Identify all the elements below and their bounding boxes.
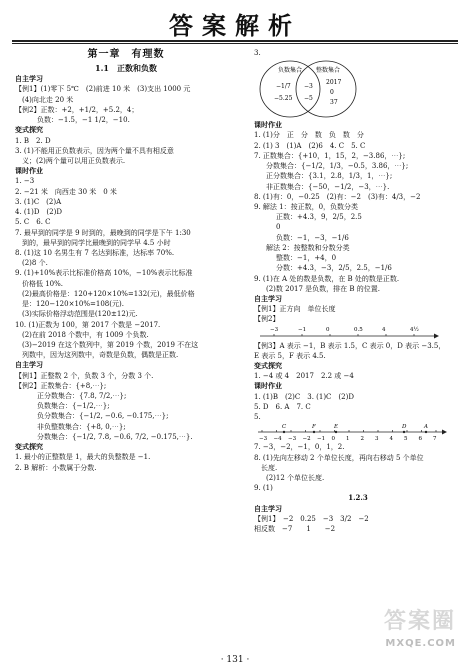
answer-line: 1. (1)分 正 分 数 负 数 分 <box>254 131 364 140</box>
number-line-2 <box>254 412 462 442</box>
answer-line: (2)最高价格是：120+120×10%=132(元)，最低价格 <box>15 289 195 298</box>
venn-diagram <box>254 58 462 120</box>
answer-line: (2)8 个. <box>15 259 48 268</box>
heading: 自主学习 <box>254 503 282 513</box>
answer-line: 【例1】(1)零下 5℃ (2)前进 10 米 (3)支出 1000 元 <box>15 85 191 94</box>
answer-line: 解法 2：按整数和分数分类 <box>266 243 350 252</box>
subsection-title-1-2-3: 1.2.3 <box>348 493 368 503</box>
answer-line: 9. 解法 1：按正数，0，负数分类 <box>254 202 359 211</box>
axis-label: 7 <box>433 436 437 443</box>
answer-line: 2. B 解析：小数属于分数. <box>15 463 97 472</box>
section-title-1-1: 1.1 正数和负数 <box>95 62 157 73</box>
answer-line: 整数：−1，+4，0 <box>276 254 337 263</box>
point-marker <box>425 431 427 433</box>
axis-label: 0 <box>326 326 330 333</box>
axis-label: 0 <box>331 436 335 443</box>
point-label: D <box>402 424 407 431</box>
axis-label: 3 <box>375 436 379 443</box>
answer-line: 0 <box>276 223 281 232</box>
axis-label: 0.5 <box>354 326 363 333</box>
answer-line: 价格低 10%. <box>15 279 64 288</box>
answer-line: 负分数集合：{−1/2, −0.6, −0.1̇75̇,⋯}; <box>37 412 169 421</box>
venn-svg <box>254 58 364 120</box>
answer-line: 5. D 6. A 7. C <box>254 402 311 411</box>
watermark-text: MXQE.COM <box>385 638 456 649</box>
header-rule-thin <box>12 43 458 44</box>
answer-line: 8. (1)这 10 名男生有 7 名达到标准，达标率 70%. <box>15 248 175 257</box>
heading: 课时作业 <box>254 381 282 391</box>
answer-line: 3. <box>254 49 261 57</box>
venn-left-item: −1/7 <box>276 83 291 91</box>
venn-left-label: 负数集合 <box>278 67 303 75</box>
axis-label: 5 <box>404 436 408 443</box>
axis-label: −3 <box>270 326 279 333</box>
axis-label: −3 <box>288 436 297 443</box>
answer-line: E 表示 5，F 表示 4.5. <box>254 351 326 360</box>
answer-line: 1. B 2. D <box>15 136 51 145</box>
answer-line: 1. (1)B (2)C 3. (1)C (2)D <box>254 392 354 401</box>
answer-line: (2)在前 2018 个数中，有 1009 个负数. <box>15 330 149 339</box>
chapter-title: 第一章 有理数 <box>87 49 165 60</box>
right-column <box>254 48 462 534</box>
answer-line: 负数：−1，−3，−1/6 <box>276 233 349 242</box>
point-label: E <box>334 424 339 431</box>
heading: 变式探究 <box>254 361 282 371</box>
heading: 自主学习 <box>15 74 43 84</box>
point-label: F <box>312 424 316 431</box>
heading: 自主学习 <box>254 293 282 303</box>
answer-line: 1. −3 <box>15 177 35 186</box>
answer-line: 5. <box>254 413 261 422</box>
number-line-1 <box>254 314 462 340</box>
axis-label: 2 <box>360 436 364 443</box>
axis-label: −1 <box>298 326 307 333</box>
venn-center-item: −3 <box>304 83 313 91</box>
answer-line: 8. (1)先向左移动 2 个单位长度，再向右移动 5 个单位 <box>254 453 424 462</box>
answer-line: 3. (1)不能用正负数表示，因为两个量不具有相反意 <box>15 146 174 155</box>
point-marker <box>283 431 285 433</box>
heading: 变式探究 <box>15 442 43 452</box>
answer-line: 10. (1)正数为 100，第 2017 个数是 −2017. <box>15 320 161 329</box>
answer-line: 3. (1)C (2)A <box>15 197 62 206</box>
left-column <box>15 48 237 473</box>
venn-right-label: 整数集合 <box>316 67 341 75</box>
answer-line: 7. −3，−2，−1，0，1，2. <box>254 443 345 452</box>
axis-label: −1 <box>317 436 326 443</box>
answer-line: 义；(2)两个量可以用正负数表示. <box>15 157 126 166</box>
answer-line: 7. 正数集合：{+10，1，15，2，−3.86，⋯}; <box>254 151 406 160</box>
answer-line: 负数集合：{−1/2,⋯}; <box>37 402 110 411</box>
answer-line: (4)向北走 20 米 <box>15 95 74 104</box>
answer-line: 1. 最小的正整数是 1，最大的负整数是 −1. <box>15 453 151 462</box>
answer-line: 非负整数集合：{+8, 0,⋯}; <box>37 422 126 431</box>
axis-arrow <box>442 430 447 435</box>
answer-line: 【例2】 <box>254 315 280 324</box>
axis-label: 4½ <box>410 326 419 333</box>
answer-line: 9. (1) <box>254 484 273 493</box>
answer-line: 正分数集合：{7.8, 7/2,⋯}; <box>37 392 127 401</box>
number-line-2-svg <box>254 422 459 442</box>
watermark <box>354 605 464 653</box>
point-marker <box>403 431 405 433</box>
page-header-title: 答案解析 <box>169 12 301 40</box>
answer-line: 5. C 6. C <box>15 218 51 227</box>
page-number: · 131 · <box>220 655 250 665</box>
watermark-logo: 答案圈 <box>383 609 456 634</box>
axis-label: 4 <box>389 436 393 443</box>
answer-line: 8. (1)有：0，−0.25 (2)有：−2 (3)有：4/3，−2 <box>254 192 421 201</box>
venn-right-item: 37 <box>330 99 338 107</box>
answer-line: 【例1】正方向 单位长度 <box>254 305 336 314</box>
answer-line: 【例3】A 表示 −1，B 表示 1.5，C 表示 0，D 表示 −3.5， <box>254 341 446 350</box>
heading: 自主学习 <box>15 360 43 370</box>
answer-line: 负数：−1.5，−1 1/2，−10. <box>37 116 130 125</box>
answer-line: (2)12 个单位长度. <box>266 474 325 482</box>
axis-label: −3 <box>259 436 268 443</box>
answer-line: 非正数集合：{−50，−1/2，−3，⋯}. <box>266 182 390 191</box>
answer-line: (3)−2019 在这个数列中，第 2019 个数，2019 不在这 <box>15 340 199 349</box>
point-label: C <box>282 424 287 431</box>
heading: 变式探究 <box>15 125 43 135</box>
answer-line: 【例2】正数集合：{+8,⋯}; <box>15 381 107 390</box>
venn-right-item: 2017 <box>326 79 342 87</box>
answer-line: 长度. <box>254 463 278 472</box>
venn-left-item: −5.25 <box>274 95 293 103</box>
axis-label: −4 <box>273 436 282 443</box>
answer-line: 7. 最早到的同学是 9 时到的，最晚到的同学是下午 1:30 <box>15 228 191 237</box>
axis-label: 4 <box>382 326 386 333</box>
axis-label: 1 <box>346 436 350 443</box>
answer-line: 【例1】 −2 0.25 −3 3/2 −2 <box>254 514 369 523</box>
answer-line: 正数：+4.3，9，2/5，2.5 <box>276 213 362 222</box>
answer-line: 分数集合：{−1/2, 7.8, −0.6, 7/2, −0.175,⋯}. <box>37 432 193 441</box>
answer-line: 是：120−120×10%=108(元). <box>15 300 124 309</box>
answer-line: 2. −21 米 向西走 30 米 0 米 <box>15 187 117 196</box>
axis-label: −2 <box>302 436 311 443</box>
answer-line: 1. −4 或 4 2017 2.2 或 −4 <box>254 372 354 381</box>
answer-line: 分数：+4.3，−3，2/5，2.5，−1/6 <box>276 264 392 273</box>
answer-line: 相反数 −7 1 −2 <box>254 525 336 534</box>
answer-line: 9. (1)在 A 处的数是负数，在 B 处的数是正数. <box>254 274 400 283</box>
header-rule <box>12 40 458 42</box>
axis-arrow <box>434 333 439 338</box>
answer-line: 4. (1)D (2)D <box>15 208 62 217</box>
answer-line: 【例1】正整数 2 个，负数 3 个，分数 3 个. <box>15 371 154 380</box>
heading: 课时作业 <box>15 166 43 176</box>
answer-line: (3)实际价格浮动范围是(120±12)元. <box>15 310 138 319</box>
answer-line: 9. (1)+10%表示比标准价格高 10%，−10%表示比标准 <box>15 269 193 278</box>
point-label: A <box>424 424 428 431</box>
axis-label: 6 <box>418 436 422 443</box>
point-marker <box>335 431 337 433</box>
heading: 课时作业 <box>254 120 282 130</box>
answer-line: 到的，最早到的同学比最晚到的同学早 4.5 小时 <box>15 238 171 247</box>
answer-line: (2)数 2017 是负数，排在 B 的位置. <box>266 284 380 293</box>
answer-line: 正分数集合：{3.1，2.8，1/3，1，⋯}; <box>266 172 393 181</box>
point-marker <box>313 431 315 433</box>
answer-line: 【例2】正数：+2，+1/2，+5.2，4； <box>15 105 139 114</box>
answer-line: 列数中，因为这列数中，奇数是负数，偶数是正数. <box>15 351 179 360</box>
answer-line: 2. (1) 3 (1)A (2)6 4. C 5. C <box>254 141 366 150</box>
venn-center-item: −5 <box>304 95 313 103</box>
answer-line: 分数集合：{−1/2，1/3，−0.5，3.86，⋯}; <box>266 162 409 171</box>
venn-right-item: 0 <box>330 89 334 97</box>
number-line-1-svg <box>254 325 459 341</box>
